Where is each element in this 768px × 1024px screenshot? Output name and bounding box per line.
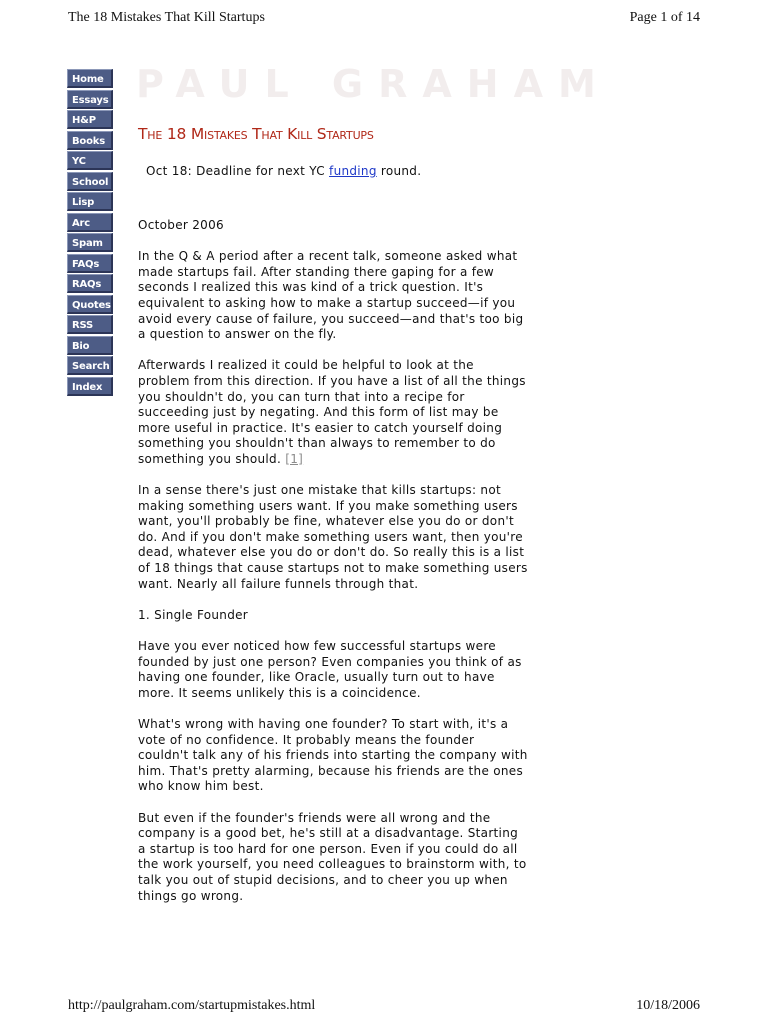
essay-paragraph: In the Q & A period after a recent talk, someone asked what made startups fail. After standing there gaping for a few seconds I realized this was kind of a trick question. It's equivalent to asking how to make a startup succeed—if you avoid every cause of failure, you succeed—and that's too big a question to answer on the fly. [138,249,524,342]
yc-deadline-notice [146,164,421,178]
essay-paragraph: In a sense there's just one mistake that kills startups: not making something users want. If you make something users want, you'll probably be fine, whatever else you do or don't do. And if you don't make something users want, then you're dead, whatever else you do or don't do. So really this is a list of 18 things that cause startups not to make something users want. Nearly all failure funnels through that. [138,483,528,591]
nav-item-faqs[interactable]: FAQs [67,254,113,273]
nav-item-lisp[interactable]: Lisp [67,192,113,211]
essay-body [138,218,528,920]
print-footer [68,998,700,1014]
nav-item-bio[interactable]: Bio [67,336,113,355]
print-footer-url: http://paulgraham.com/startupmistakes.html [68,998,316,1013]
page-indicator: Page 1 of 14 [629,10,700,25]
essay-date: October 2006 [138,218,224,232]
nav-item-quotes[interactable]: Quotes [67,295,113,314]
nav-item-hp[interactable]: H&P [67,110,113,129]
essay-paragraph-text: Afterwards I realized it could be helpful to look at the problem from this direction. If you have a list of all the things you shouldn't do, you can turn that into a recipe for succeeding just by negating. And this form of list may be more useful in practice. It's easier to catch yourself doing something you shouldn't than always to remember to do something you should. [138,358,526,466]
notice-text-after: round. [376,164,422,178]
print-header [68,10,700,26]
nav-item-yc[interactable]: YC [67,151,113,170]
print-footer-date: 10/18/2006 [636,998,700,1013]
essay-paragraph: Have you ever noticed how few successful startups were founded by just one person? Even companies you think of as having one founder, like Oracle, usually turn out to have more. It seems unlikely this is a coincidence. [138,639,522,700]
funding-link[interactable]: funding [329,164,377,178]
essay-paragraph: What's wrong with having one founder? To start with, it's a vote of no confidence. It probably means the founder couldn't talk any of his friends into starting the company with him. That's pretty alarming, because his friends are the ones who know him best. [138,717,528,794]
section-heading: 1. Single Founder [138,607,249,622]
nav-item-spam[interactable]: Spam [67,233,113,252]
nav-item-books[interactable]: Books [67,131,113,150]
essay-paragraph-with-footnote [138,358,528,467]
nav-item-home[interactable]: Home [67,69,113,88]
essay-paragraph: But even if the founder's friends were all wrong and the company is a good bet, he's still at a disadvantage. Starting a startup is too hard for one person. Even if you could do all the work yourself, you need colleagues to brainstorm with, to talk you out of stupid decisions, and to cheer you up when things go wrong. [138,810,527,903]
nav-item-arc[interactable]: Arc [67,213,113,232]
nav-item-essays[interactable]: Essays [67,90,113,109]
footnote-link[interactable]: [1] [285,451,304,466]
site-logo: PAUL GRAHAM [136,62,611,106]
print-header-title: The 18 Mistakes That Kill Startups [68,10,265,25]
notice-text-before: Oct 18: Deadline for next YC [146,164,330,178]
nav-item-school[interactable]: School [67,172,113,191]
nav-item-rss[interactable]: RSS [67,315,113,334]
nav-item-index[interactable]: Index [67,377,113,396]
page-title: The 18 Mistakes That Kill Startups [138,125,374,143]
nav-item-search[interactable]: Search [67,356,113,375]
sidebar-nav [67,69,113,397]
nav-item-raqs[interactable]: RAQs [67,274,113,293]
